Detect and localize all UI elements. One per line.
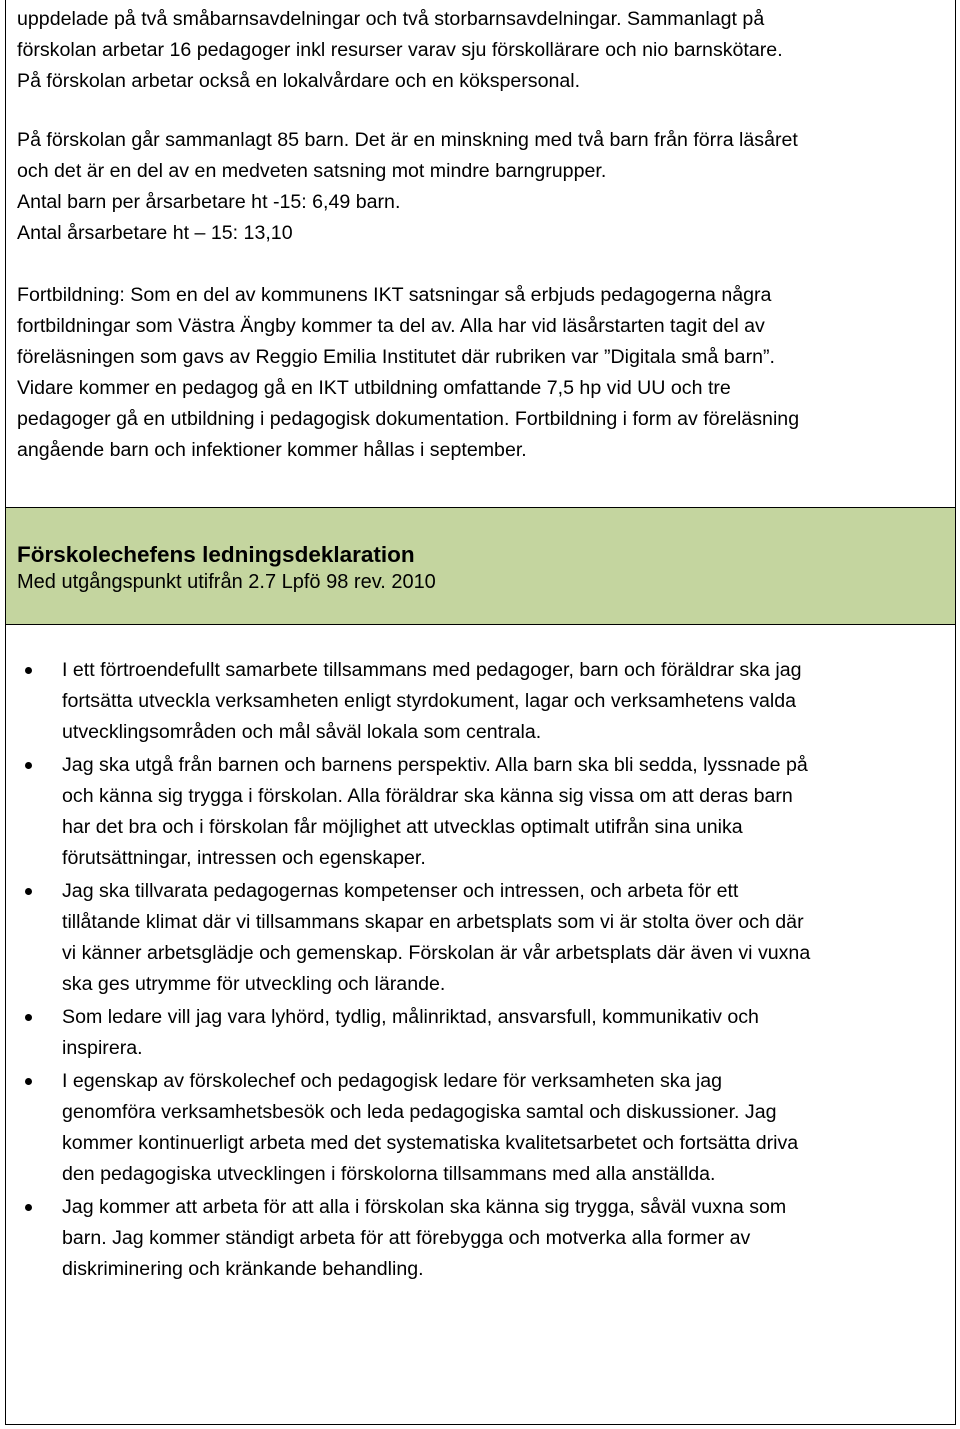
text-line: inspirera.: [62, 1037, 143, 1059]
text-line: har det bra och i förskolan får möjlighet att utvecklas optimalt utifrån sina unika: [62, 816, 743, 838]
text-line: I ett förtroendefullt samarbete tillsammans med pedagoger, barn och föräldrar ska jag: [62, 659, 802, 681]
list-item-text: [62, 1002, 955, 1064]
bullet-icon: [25, 888, 32, 895]
text-line: vi känner arbetsglädje och gemenskap. Förskolan är vår arbetsplats där även vi vuxna: [62, 942, 811, 964]
section-heading-band: [6, 508, 955, 625]
text-line: diskriminering och kränkande behandling.: [62, 1258, 424, 1280]
text-line: fortsätta utveckla verksamheten enligt styrdokument, lagar och verksamhetens valda: [62, 690, 797, 712]
bullet-icon: [25, 762, 32, 769]
text-line: På förskolan går sammanlagt 85 barn. Det är en minskning med två barn från förra läsåret: [17, 129, 798, 151]
text-line: genomföra verksamhetsbesök och leda pedagogiska samtal och diskussioner. Jag: [62, 1101, 777, 1123]
list-item: [6, 750, 955, 874]
text-line: och känna sig trygga i förskolan. Alla föräldrar ska känna sig vissa om att deras barn: [62, 785, 793, 807]
text-line: utvecklingsområden och mål såväl lokala som centrala.: [62, 721, 542, 743]
text-line: Jag ska tillvarata pedagogernas kompetenser och intressen, och arbeta för ett: [62, 880, 739, 902]
text-line: förskolan arbetar 16 pedagoger inkl resurser varav sju förskollärare och nio barnskötare.: [17, 39, 783, 61]
text-line: föreläsningen som gavs av Reggio Emilia Institutet där rubriken var ”Digitala små barn”.: [17, 346, 775, 368]
list-item: [6, 655, 955, 748]
text-line: Vidare kommer en pedagog gå en IKT utbildning omfattande 7,5 hp vid UU och tre: [17, 377, 731, 399]
list-item-text: [62, 655, 955, 748]
text-line: Jag ska utgå från barnen och barnens perspektiv. Alla barn ska bli sedda, lyssnade på: [62, 754, 808, 776]
list-item: [6, 876, 955, 1000]
bullet-icon: [25, 1014, 32, 1021]
text-line: Som ledare vill jag vara lyhörd, tydlig, målinriktad, ansvarsfull, kommunikativ och: [62, 1006, 759, 1028]
text-line: angående barn och infektioner kommer hållas i september.: [17, 439, 527, 461]
list-item: [6, 1066, 955, 1190]
list-item-text: [62, 1066, 955, 1190]
text-line: kommer kontinuerligt arbeta med det systematiska kvalitetsarbetet och fortsätta driva: [62, 1132, 799, 1154]
bullet-icon: [25, 667, 32, 674]
text-line: I egenskap av förskolechef och pedagogisk ledare för verksamheten ska jag: [62, 1070, 723, 1092]
document-frame: [5, 0, 956, 1425]
text-line: Antal årsarbetare ht – 15: 13,10: [17, 222, 293, 244]
bullet-icon: [25, 1078, 32, 1085]
text-line: uppdelade på två småbarnsavdelningar och två storbarnsavdelningar. Sammanlagt på: [17, 8, 765, 30]
intro-paragraph-training: [17, 280, 947, 466]
list-item: [6, 1192, 955, 1285]
list-item-text: [62, 876, 955, 1000]
bullet-icon: [25, 1204, 32, 1211]
text-line: Fortbildning: Som en del av kommunens IKT satsningar så erbjuds pedagogerna några: [17, 284, 772, 306]
section-title: Förskolechefens ledningsdeklaration: [17, 542, 415, 567]
text-line: tillåtande klimat där vi tillsammans skapar en arbetsplats som vi är stolta över och där: [62, 911, 804, 933]
text-line: Jag kommer att arbeta för att alla i förskolan ska känna sig trygga, såväl vuxna som: [62, 1196, 787, 1218]
list-item: [6, 1002, 955, 1064]
list-item-text: [62, 1192, 955, 1285]
text-line: förutsättningar, intressen och egenskaper.: [62, 847, 426, 869]
text-line: pedagoger gå en utbildning i pedagogisk dokumentation. Fortbildning i form av föreläsning: [17, 408, 800, 430]
text-line: fortbildningar som Västra Ängby kommer ta del av. Alla har vid läsårstarten tagit del av: [17, 315, 765, 337]
text-line: barn. Jag kommer ständigt arbeta för att förebygga och motverka alla former av: [62, 1227, 751, 1249]
section-subtitle: Med utgångspunkt utifrån 2.7 Lpfö 98 rev. 2010: [17, 571, 436, 593]
declaration-list: [6, 655, 955, 1287]
text-line: På förskolan arbetar också en lokalvårdare och en kökspersonal.: [17, 70, 581, 92]
intro-paragraph-staff: [17, 4, 947, 97]
intro-section: [6, 0, 955, 508]
list-item-text: [62, 750, 955, 874]
intro-paragraph-children: [17, 125, 947, 249]
text-line: ska ges utrymme för utveckling och lärande.: [62, 973, 446, 995]
text-line: den pedagogiska utvecklingen i förskolorna tillsammans med alla anställda.: [62, 1163, 716, 1185]
text-line: och det är en del av en medveten satsning mot mindre barngrupper.: [17, 160, 607, 182]
text-line: Antal barn per årsarbetare ht -15: 6,49 barn.: [17, 191, 401, 213]
